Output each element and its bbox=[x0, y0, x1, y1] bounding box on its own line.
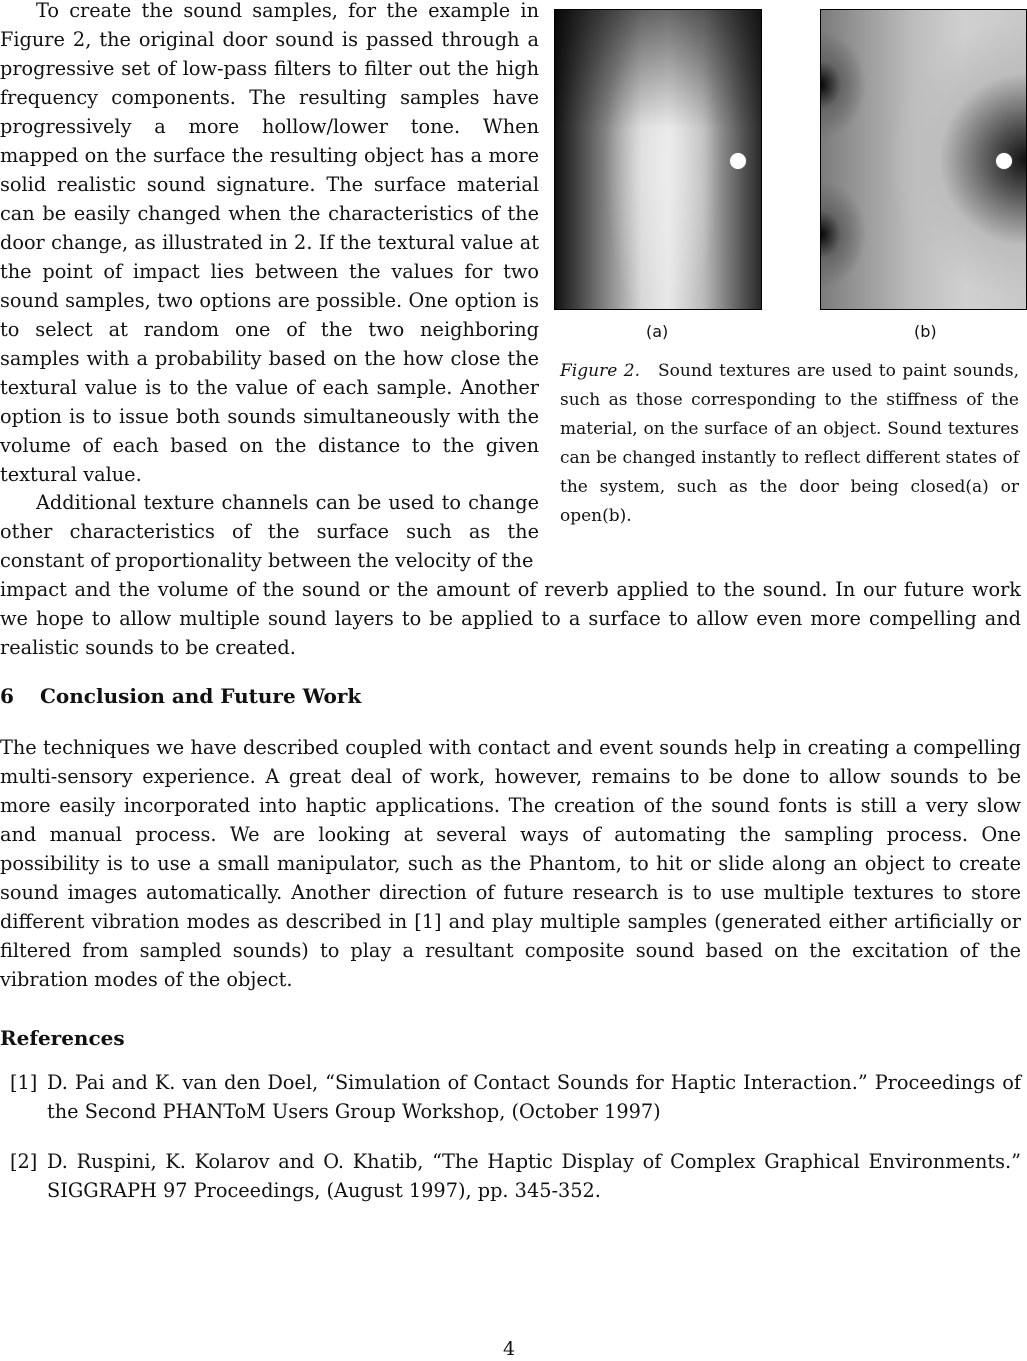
references-heading: References bbox=[0, 1026, 125, 1050]
conclusion-paragraph: The techniques we have described coupled with contact and event sounds help in creating a compelling multi-sensory experience. A great deal of work, however, remains to be done to allow sounds to be more easily incorporated into haptic applications. The creation of the sound fonts is still a very slow and manual process. We are looking at several ways of automating the sampling process. One possibility is to use a small manipulator, such as the Phantom, to hit or slide along an object to create sound images automatically. Another direction of future research is to use multiple textures to store different vibration modes as described in [1] and play multiple samples (generated either artificially or filtered from sampled sounds) to play a resultant composite sound based on the excitation of the vibration modes of the object. bbox=[0, 736, 1021, 991]
body-paragraph-2-end: impact and the volume of the sound or the amount of reverb applied to the sound. In our future work we hope to allow multiple sound layers to be applied to a surface to allow even more compelling and realistic sounds to be created. bbox=[0, 578, 1021, 659]
figure-2b-open-door-texture bbox=[820, 9, 1027, 310]
figure-2a-closed-door-texture bbox=[554, 9, 762, 310]
caption-label: Figure 2. bbox=[560, 361, 640, 381]
body-paragraph-2-start: Additional texture channels can be used to change other characteristics of the surface such as the constant of proportionality between the velocity of the bbox=[0, 491, 539, 572]
section-title: Conclusion and Future Work bbox=[40, 684, 362, 708]
figure-caption bbox=[560, 357, 1019, 531]
body-paragraph-1: To create the sound samples, for the example in Figure 2, the original door sound is passed through a progressive set of low-pass filters to filter out the high frequency components. The resulting samples have progressively a more hollow/lower tone. When mapped on the surface the resulting object has a more solid realistic sound signature. The surface material can be easily changed when the characteristics of the door change, as illustrated in 2. If the textural value at the point of impact lies between the values for two sound samples, two options are possible. One option is to select at random one of the two neighboring samples with a probability based on the how close the textural value is to the value of each sample. Another option is to issue both sounds simultaneously with the volume of each based on the distance to the given textural value. bbox=[0, 0, 539, 486]
reference-text: D. Ruspini, K. Kolarov and O. Khatib, “The Haptic Display of Complex Graphical Environments.” SIGGRAPH 97 Proceedings, (August 1997), pp. 345-352. bbox=[47, 1150, 1021, 1202]
section-number: 6 bbox=[0, 684, 14, 708]
impact-point-marker bbox=[730, 153, 746, 169]
page-number: 4 bbox=[502, 1338, 516, 1360]
impact-point-marker bbox=[996, 153, 1012, 169]
caption-text: Sound textures are used to paint sounds, such as those corresponding to the stiffness of the material, on the surface of an object. Sound textures can be changed instantly to reflect different states of the system, such as the door being closed(a) or open(b). bbox=[560, 361, 1019, 526]
reference-label: [2] bbox=[10, 1150, 38, 1173]
figure-label-b: (b) bbox=[914, 322, 937, 341]
figure-label-a: (a) bbox=[646, 322, 669, 341]
reference-text: D. Pai and K. van den Doel, “Simulation of Contact Sounds for Haptic Interaction.” Proceedings of the Second PHANToM Users Group Workshop, (October 1997) bbox=[47, 1071, 1021, 1123]
section-heading bbox=[0, 684, 361, 708]
reference-label: [1] bbox=[10, 1071, 38, 1094]
